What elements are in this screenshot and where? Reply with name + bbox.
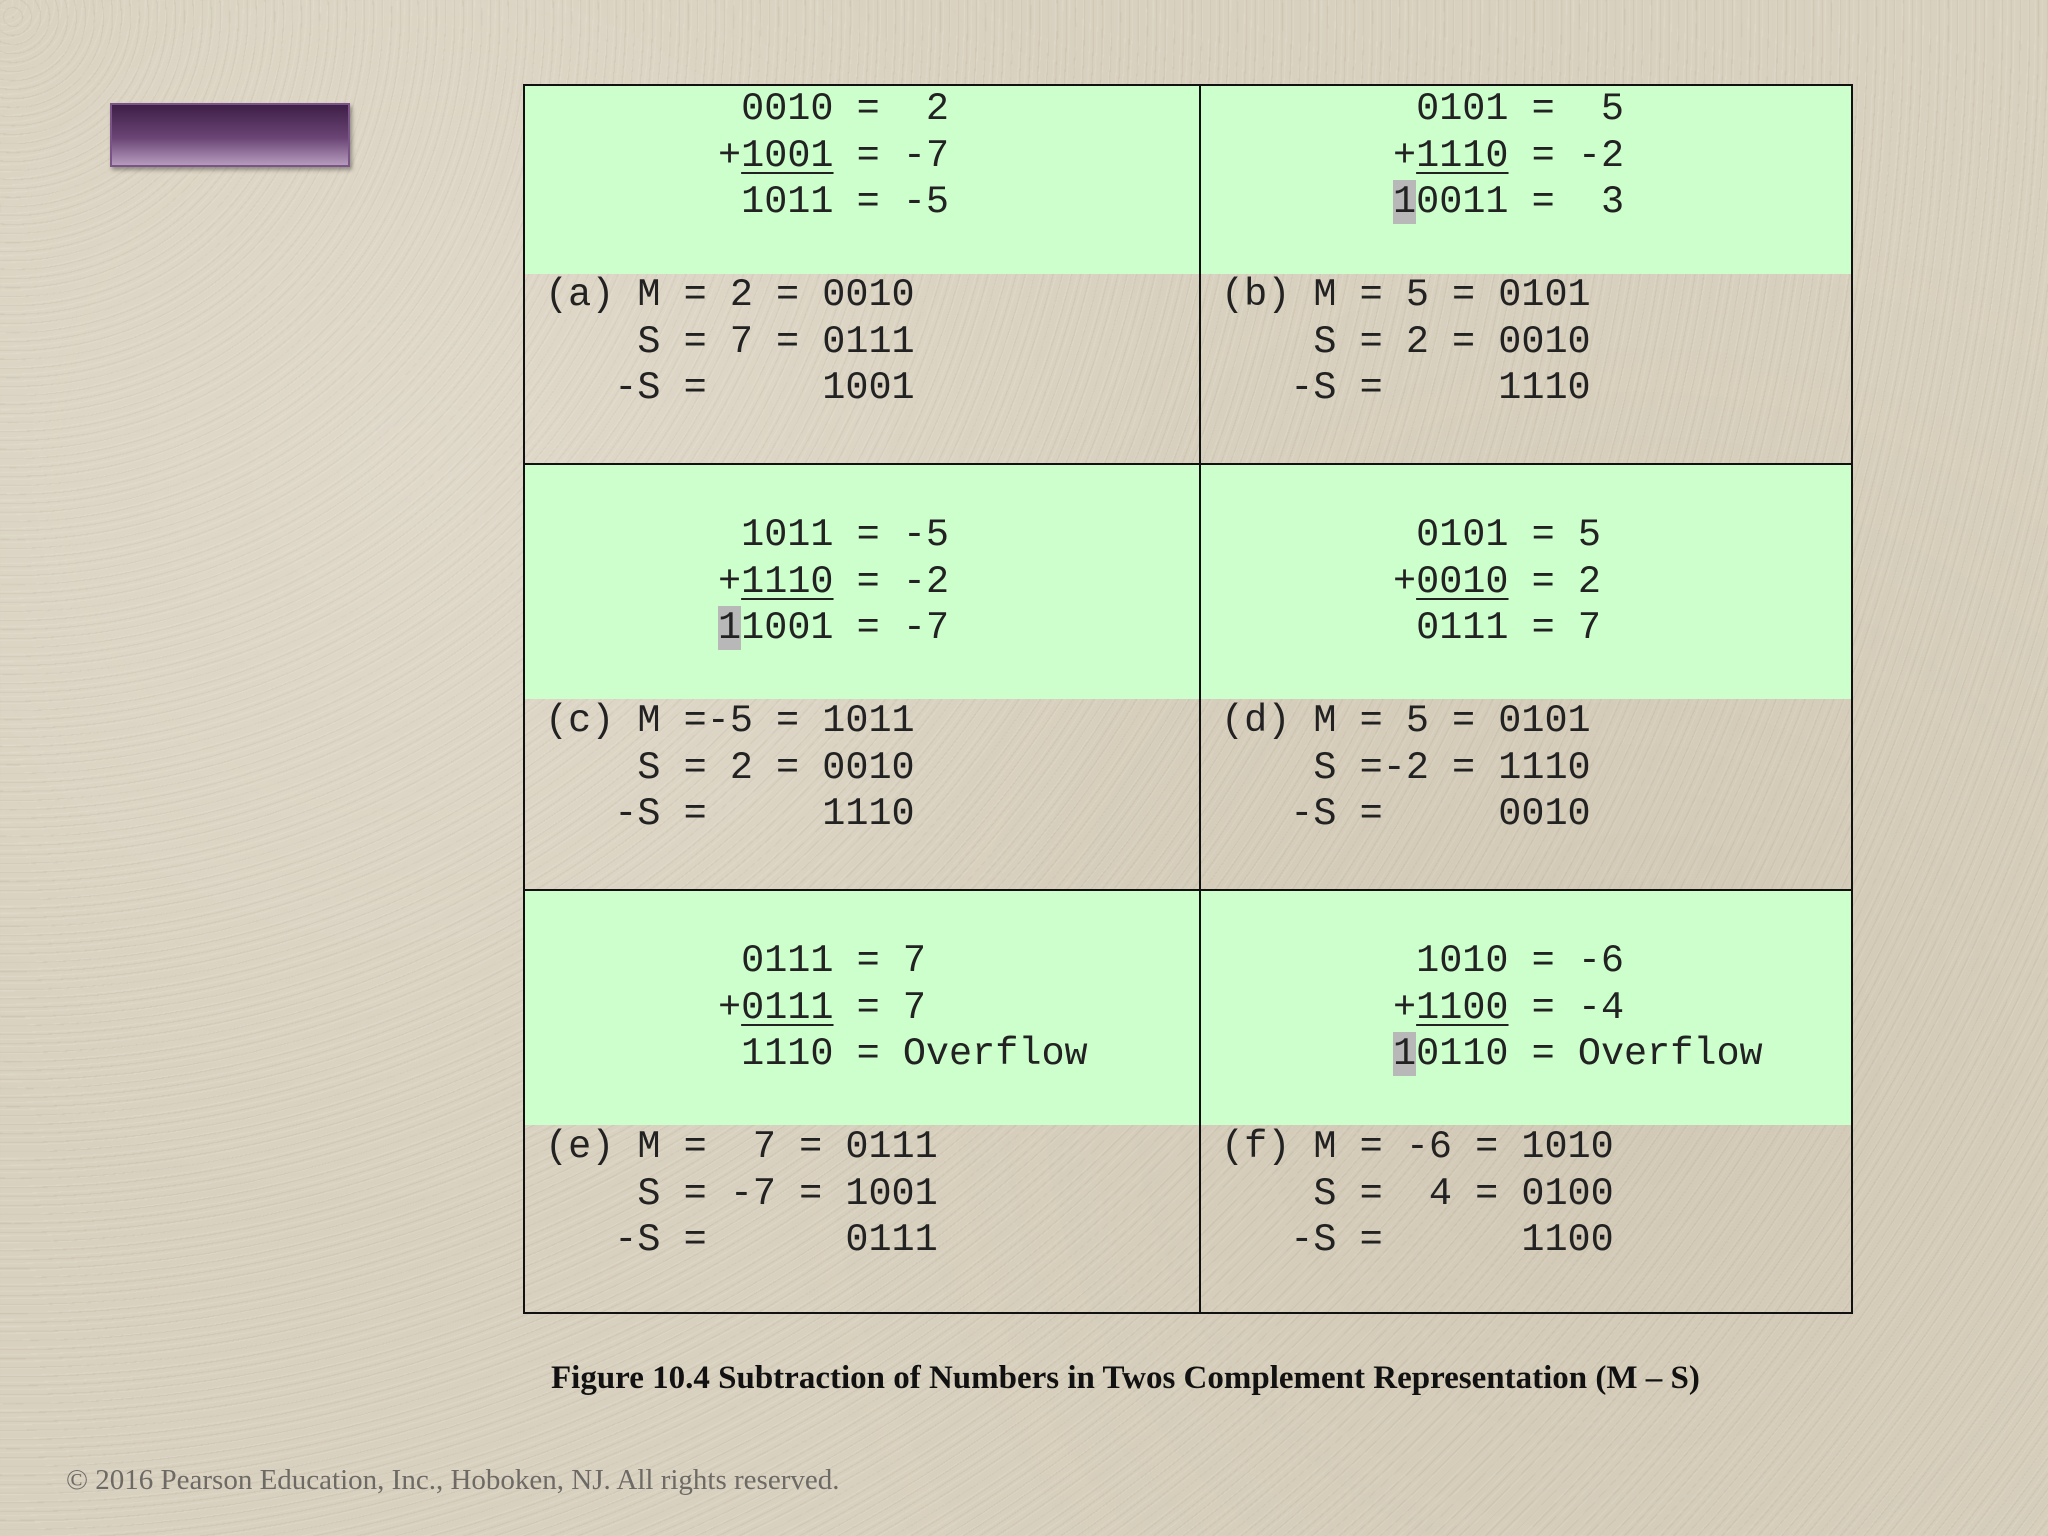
cell-d xyxy=(1201,465,1851,889)
sum-block-e xyxy=(718,938,1088,1078)
cell-b xyxy=(1201,86,1851,463)
cell-f xyxy=(1201,891,1851,1312)
sum-addend: 1100 xyxy=(1416,985,1509,1030)
setup-line-m: (e) M = 7 = 0111 xyxy=(545,1125,938,1169)
sum-result: 0111 = 7 xyxy=(1393,606,1601,650)
setup-line-m: (f) M = -6 = 1010 xyxy=(1221,1125,1614,1169)
sum-line-1: 0101 = 5 xyxy=(1393,87,1625,131)
setup-line-neg-s: -S = 1001 xyxy=(545,366,915,410)
setup-line-m: (c) M =-5 = 1011 xyxy=(545,699,915,743)
figure-caption: Figure 10.4 Subtraction of Numbers in Twos Complement Representation (M – S) xyxy=(551,1360,1700,1396)
cell-a xyxy=(525,86,1199,463)
slide-title-bar xyxy=(110,103,350,167)
setup-line-neg-s: -S = 0111 xyxy=(545,1218,938,1262)
setup-block-c xyxy=(545,698,915,838)
sum-addend-value: = 2 xyxy=(1508,559,1601,604)
sum-result: 1110 = Overflow xyxy=(718,1032,1088,1076)
setup-line-m: (a) M = 2 = 0010 xyxy=(545,273,915,317)
setup-block-b xyxy=(1221,272,1591,412)
sum-addend: 0010 xyxy=(1416,559,1509,604)
sum-result: 1011 = -5 xyxy=(718,180,950,224)
cell-e xyxy=(525,891,1199,1312)
setup-line-s: S = 2 = 0010 xyxy=(1221,319,1591,364)
setup-line-m: (b) M = 5 = 0101 xyxy=(1221,273,1591,317)
carry-bit: 1 xyxy=(1393,1032,1417,1076)
sum-addend-value: = 7 xyxy=(833,985,926,1030)
cell-c xyxy=(525,465,1199,889)
setup-line-s: S = -7 = 1001 xyxy=(545,1171,938,1216)
sum-addend-value: = -4 xyxy=(1508,985,1625,1030)
setup-line-s: S = 4 = 0100 xyxy=(1221,1171,1614,1216)
sum-plus: + xyxy=(718,985,742,1030)
sum-addend: 0111 xyxy=(741,985,834,1030)
setup-line-s: S =-2 = 1110 xyxy=(1221,745,1591,790)
sum-block-d xyxy=(1393,512,1601,652)
setup-block-f xyxy=(1221,1124,1614,1264)
sum-addend: 1110 xyxy=(741,559,834,604)
setup-block-e xyxy=(545,1124,938,1264)
sum-block-b xyxy=(1393,86,1624,226)
setup-block-a xyxy=(545,272,915,412)
setup-line-neg-s: -S = 1100 xyxy=(1221,1218,1614,1262)
sum-plus: + xyxy=(718,133,742,178)
figure-table xyxy=(523,84,1853,1314)
copyright-notice: © 2016 Pearson Education, Inc., Hoboken, NJ. All rights reserved. xyxy=(66,1464,840,1496)
carry-bit: 1 xyxy=(718,606,742,650)
sum-line-1: 0010 = 2 xyxy=(718,87,950,131)
carry-bit: 1 xyxy=(1393,180,1417,224)
setup-block-d xyxy=(1221,698,1591,838)
setup-line-neg-s: -S = 1110 xyxy=(1221,366,1591,410)
sum-plus: + xyxy=(1393,985,1417,1030)
sum-result: 0011 = 3 xyxy=(1416,180,1625,224)
sum-line-1: 1011 = -5 xyxy=(718,513,950,557)
sum-block-c xyxy=(718,512,949,652)
sum-plus: + xyxy=(1393,559,1417,604)
setup-line-neg-s: -S = 1110 xyxy=(545,792,915,836)
sum-addend: 1001 xyxy=(741,133,834,178)
sum-plus: + xyxy=(718,559,742,604)
sum-line-1: 1010 = -6 xyxy=(1393,939,1625,983)
sum-line-1: 0111 = 7 xyxy=(718,939,926,983)
sum-plus: + xyxy=(1393,133,1417,178)
sum-block-f xyxy=(1393,938,1763,1078)
sum-result: 1001 = -7 xyxy=(741,606,950,650)
sum-result: 0110 = Overflow xyxy=(1416,1032,1763,1076)
sum-line-1: 0101 = 5 xyxy=(1393,513,1601,557)
sum-addend-value: = -7 xyxy=(833,133,950,178)
setup-line-s: S = 2 = 0010 xyxy=(545,745,915,790)
setup-line-neg-s: -S = 0010 xyxy=(1221,792,1591,836)
setup-line-m: (d) M = 5 = 0101 xyxy=(1221,699,1591,743)
sum-block-a xyxy=(718,86,949,226)
sum-addend: 1110 xyxy=(1416,133,1509,178)
setup-line-s: S = 7 = 0111 xyxy=(545,319,915,364)
sum-addend-value: = -2 xyxy=(1508,133,1625,178)
sum-addend-value: = -2 xyxy=(833,559,950,604)
